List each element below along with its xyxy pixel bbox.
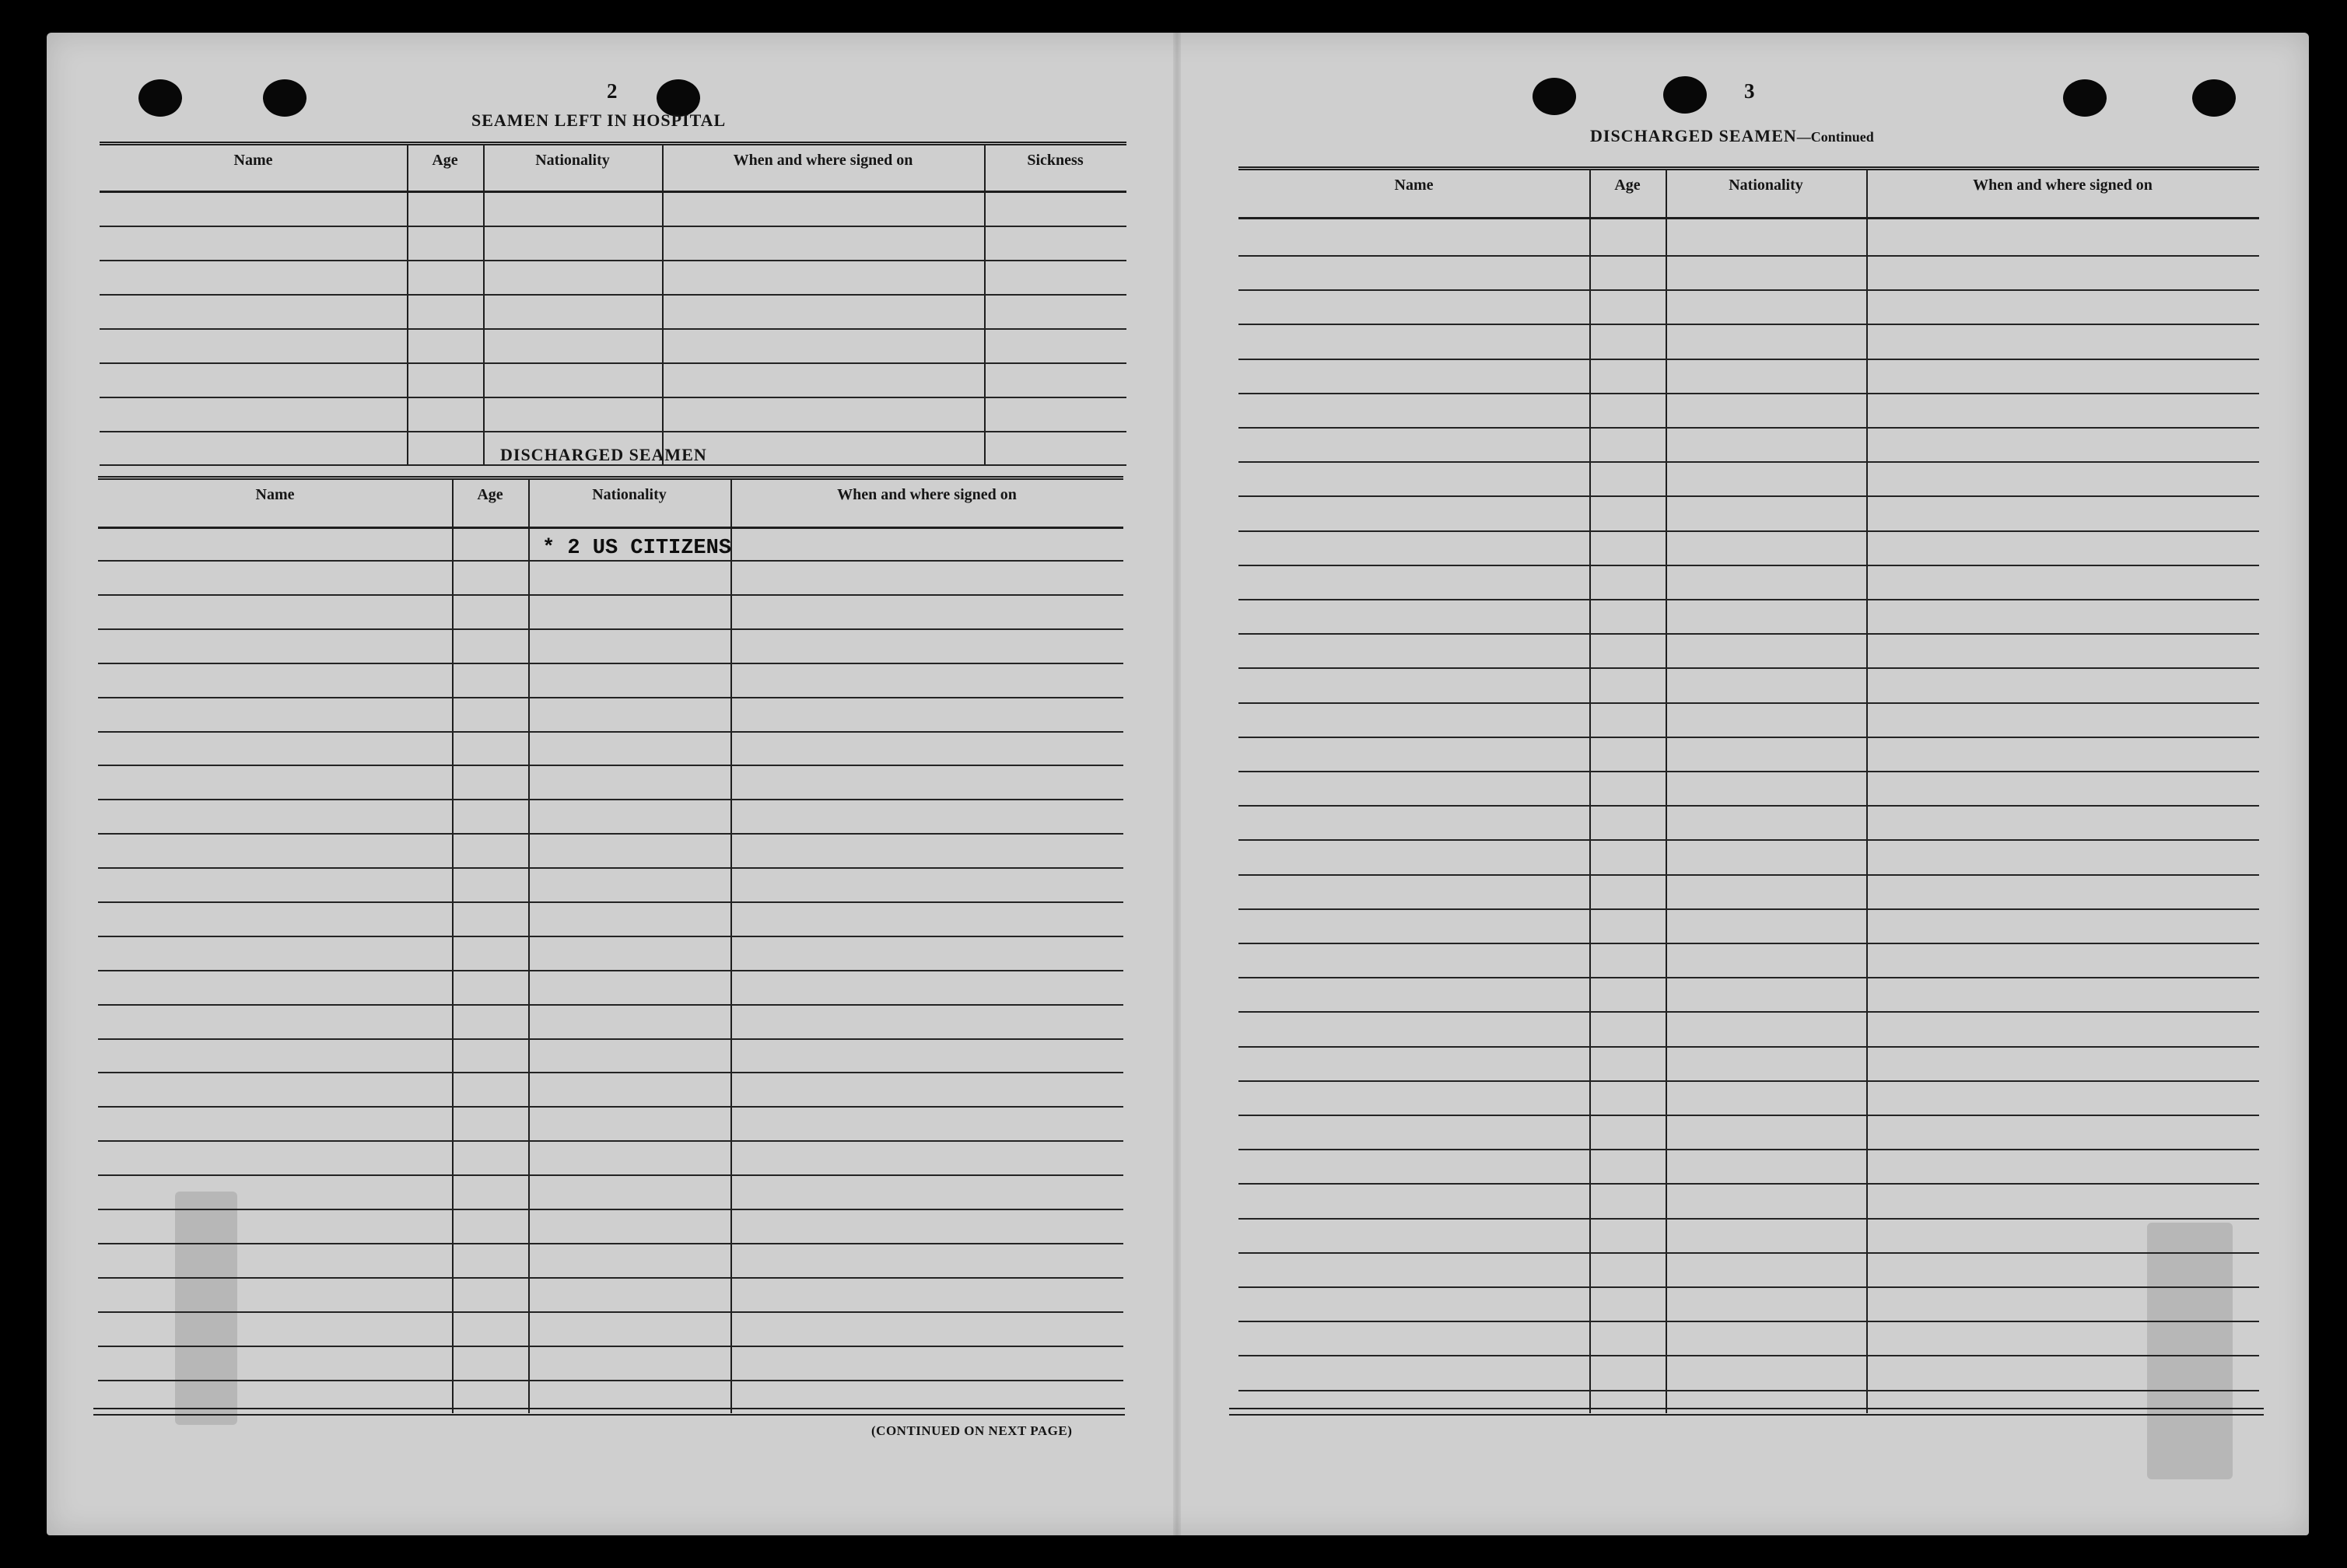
row-line xyxy=(1238,908,2259,910)
hospital-col-age: Age xyxy=(432,152,458,169)
row-line xyxy=(1238,1252,2259,1254)
row-line xyxy=(1238,737,2259,738)
row-line xyxy=(1238,1011,2259,1013)
hospital-section-title: SEAMEN LEFT IN HOSPITAL xyxy=(471,110,727,130)
row-line xyxy=(1238,324,2259,325)
row-line xyxy=(98,594,1123,596)
table-bottom-rule-right xyxy=(1229,1408,2264,1416)
row-line xyxy=(1238,667,2259,669)
column-divider xyxy=(662,145,664,466)
row-line xyxy=(1238,1355,2259,1356)
row-line xyxy=(98,560,1123,562)
column-divider xyxy=(1866,170,1868,1413)
punch-hole xyxy=(1533,78,1576,115)
row-line xyxy=(98,1072,1123,1073)
page-number-right: 3 xyxy=(1744,79,1755,103)
row-line xyxy=(98,1380,1123,1381)
row-line xyxy=(100,226,1126,227)
row-line xyxy=(98,731,1123,733)
row-line xyxy=(98,867,1123,869)
row-line xyxy=(1238,530,2259,532)
row-line xyxy=(1238,359,2259,360)
row-line xyxy=(98,1106,1123,1108)
row-line xyxy=(98,1311,1123,1313)
row-line xyxy=(100,431,1126,432)
continued-note: (CONTINUED ON NEXT PAGE) xyxy=(871,1423,1073,1438)
row-line xyxy=(1238,874,2259,876)
row-line xyxy=(1238,289,2259,291)
punch-hole xyxy=(2063,79,2107,117)
row-line xyxy=(98,1209,1123,1210)
hospital-col-sickness: Sickness xyxy=(1027,152,1084,169)
row-line xyxy=(1238,805,2259,807)
row-line xyxy=(100,397,1126,398)
row-line xyxy=(100,294,1126,296)
header-rule xyxy=(100,191,1126,193)
row-line xyxy=(1238,599,2259,600)
column-divider xyxy=(984,145,986,466)
row-line xyxy=(98,628,1123,630)
discharged-title-continued: —Continued xyxy=(1796,129,1874,145)
row-line xyxy=(98,901,1123,903)
discharged-col-signed-on: When and where signed on xyxy=(837,486,1017,503)
punch-hole xyxy=(1663,76,1707,114)
row-line xyxy=(100,260,1126,261)
row-line xyxy=(1238,1390,2259,1391)
row-line xyxy=(1238,943,2259,944)
punch-hole xyxy=(138,79,182,117)
column-divider xyxy=(1589,170,1591,1413)
discharged-title-main: DISCHARGED SEAMEN xyxy=(1590,126,1797,145)
row-line xyxy=(98,663,1123,664)
discharged-section-title-left: DISCHARGED SEAMEN xyxy=(500,445,707,464)
column-divider xyxy=(452,480,454,1413)
punch-hole xyxy=(263,79,307,117)
row-line xyxy=(98,1243,1123,1244)
column-divider xyxy=(528,480,530,1413)
row-line xyxy=(98,1038,1123,1040)
table-bottom-rule xyxy=(93,1408,1125,1416)
row-line xyxy=(1238,393,2259,394)
row-line xyxy=(1238,633,2259,635)
row-line xyxy=(1238,255,2259,257)
row-line xyxy=(1238,1080,2259,1082)
row-line xyxy=(1238,1321,2259,1322)
hospital-table xyxy=(100,142,1126,466)
row-line xyxy=(98,1346,1123,1347)
page-number-left: 2 xyxy=(607,79,618,103)
row-line xyxy=(1238,1115,2259,1116)
hospital-col-signed-on: When and where signed on xyxy=(733,152,913,169)
row-line xyxy=(98,765,1123,766)
row-line xyxy=(1238,1046,2259,1048)
discharged-col-nationality: Nationality xyxy=(592,486,667,503)
column-divider xyxy=(407,145,408,466)
header-rule xyxy=(98,527,1123,529)
hospital-col-name: Name xyxy=(233,152,273,169)
row-line xyxy=(100,362,1126,364)
row-line xyxy=(1238,702,2259,704)
discharged-col-age-right: Age xyxy=(1614,177,1641,194)
row-line xyxy=(1238,1183,2259,1185)
row-line xyxy=(100,328,1126,330)
row-line xyxy=(98,833,1123,835)
discharged-table-right xyxy=(1238,166,2259,1413)
column-divider xyxy=(730,480,732,1413)
row-line xyxy=(1238,427,2259,429)
document-sheet xyxy=(47,33,2309,1535)
typed-entry: * 2 US CITIZENS xyxy=(542,537,732,560)
discharged-table-left xyxy=(98,476,1123,1413)
row-line xyxy=(98,697,1123,698)
column-divider xyxy=(1666,170,1667,1413)
column-divider xyxy=(483,145,485,466)
header-rule xyxy=(1238,217,2259,219)
row-line xyxy=(1238,1286,2259,1288)
punch-hole xyxy=(2192,79,2236,117)
row-line xyxy=(1238,495,2259,497)
row-line xyxy=(1238,839,2259,841)
discharged-col-name: Name xyxy=(255,486,295,503)
discharged-col-signed-on-right: When and where signed on xyxy=(1973,177,2153,194)
row-line xyxy=(98,799,1123,800)
row-line xyxy=(1238,771,2259,772)
row-line xyxy=(1238,1218,2259,1220)
discharged-col-age: Age xyxy=(477,486,503,503)
row-line xyxy=(98,1174,1123,1176)
discharged-col-name-right: Name xyxy=(1394,177,1434,194)
row-line xyxy=(98,970,1123,971)
row-line xyxy=(98,1140,1123,1142)
row-line xyxy=(98,936,1123,937)
discharged-col-nationality-right: Nationality xyxy=(1729,177,1803,194)
discharged-section-title-right xyxy=(1590,126,1874,146)
row-line xyxy=(1238,565,2259,566)
row-line xyxy=(98,1277,1123,1279)
center-fold xyxy=(1173,33,1181,1535)
hospital-col-nationality: Nationality xyxy=(535,152,610,169)
row-line xyxy=(1238,461,2259,463)
row-line xyxy=(1238,1149,2259,1150)
row-line xyxy=(1238,977,2259,978)
row-line xyxy=(98,1004,1123,1006)
